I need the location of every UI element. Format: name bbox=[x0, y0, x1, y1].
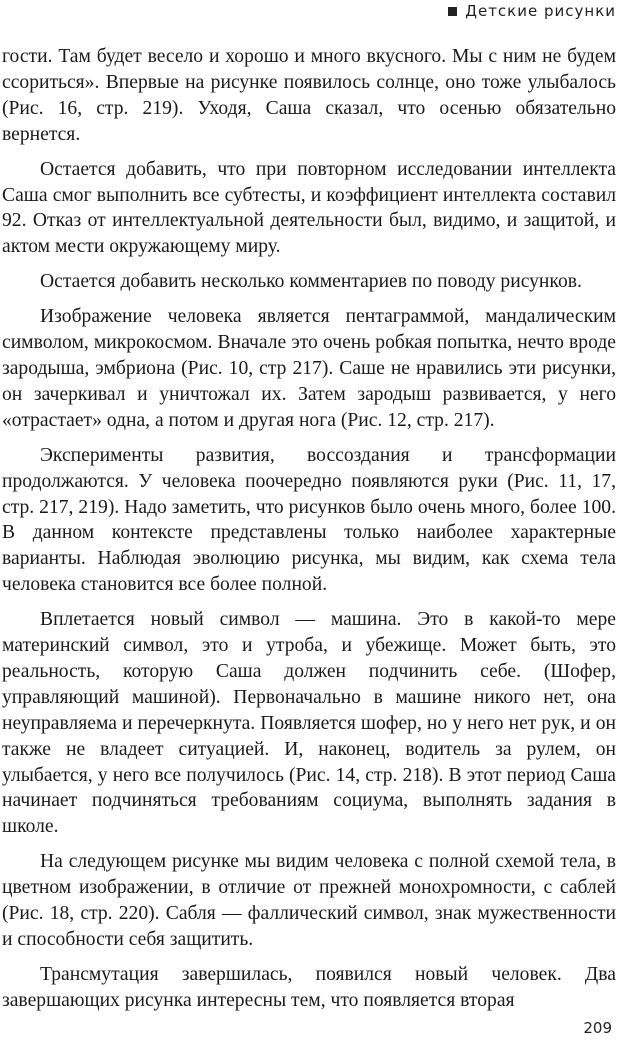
paragraph-3: Остается добавить несколько комментариев по поводу рисунков. bbox=[40, 271, 582, 293]
page-number: 209 bbox=[583, 1019, 612, 1037]
paragraph-2: Остается добавить, что при повторном исследовании интеллекта Саша смог выполнить все субтесты, и коэффициент интеллекта составил 92. Отказ от интеллектуальной деятельности был, видимо, и защитой, и актом мести окружающему миру. bbox=[2, 158, 616, 258]
paragraph-7: На следующем рисунке мы видим человека с полной схемой тела, в цветном изображении, в отличие от прежней монохромности, с саблей (Рис. 18, стр. 220). Сабля — фаллический символ, знак мужественности и способности себя защитить. bbox=[2, 851, 616, 950]
paragraph-4: Изображение человека является пентаграммой, мандалическим символом, микрокосмом. Вначале это очень робкая попытка, нечто вроде зародыша, эмбриона (Рис. 10, стр 217). Саше не нравились эти рисунки, он зачеркивал и уничтожал их. Затем зародыш развивается, у него «отрастает» одна, а потом и другая нога (Рис. 12, стр. 217). bbox=[2, 306, 616, 431]
paragraph-6: Вплетается новый символ — машина. Это в какой-то мере материнский символ, это и утроба, и убежище. Может быть, это реальность, которую Саша должен подчинить себе. (Шофер, управляющий машиной). Первоначально в машине никого нет, она неуправляема и перечеркнута. Появляется шофер, но у него нет рук, и он также не владеет ситуацией. И, наконец, водитель за рулем, он улыбается, у него все получилось (Рис. 14, стр. 218). В этот период Саша начинает подчиняться требованиям социума, выполнять задания в школе. bbox=[2, 609, 616, 838]
square-bullet-icon bbox=[448, 7, 457, 16]
paragraph-1: гости. Там будет весело и хорошо и много вкусного. Мы с ним не будем ссориться». Впервые на рисунке появилось солнце, оно тоже улыбалось (Рис. 16, стр. 219). Уходя, Саша сказал, что осенью обязательно вернется. bbox=[2, 46, 616, 145]
page-body bbox=[2, 44, 616, 1023]
running-header bbox=[448, 2, 616, 20]
running-title: Детские рисунки bbox=[465, 2, 616, 20]
paragraph-5: Эксперименты развития, воссоздания и трансформации продолжаются. У человека поочередно появляются руки (Рис. 11, 17, стр. 217, 219). Надо заметить, что рисунков было очень много, более 100. В данном контексте представлены только наиболее характерные варианты. Наблюдая эволюцию рисунка, мы видим, как схема тела человека становится все более полной. bbox=[2, 444, 616, 596]
paragraph-8: Трансмутация завершилась, появился новый человек. Два завершающих рисунка интересны тем, что появляется вторая bbox=[2, 963, 616, 1011]
